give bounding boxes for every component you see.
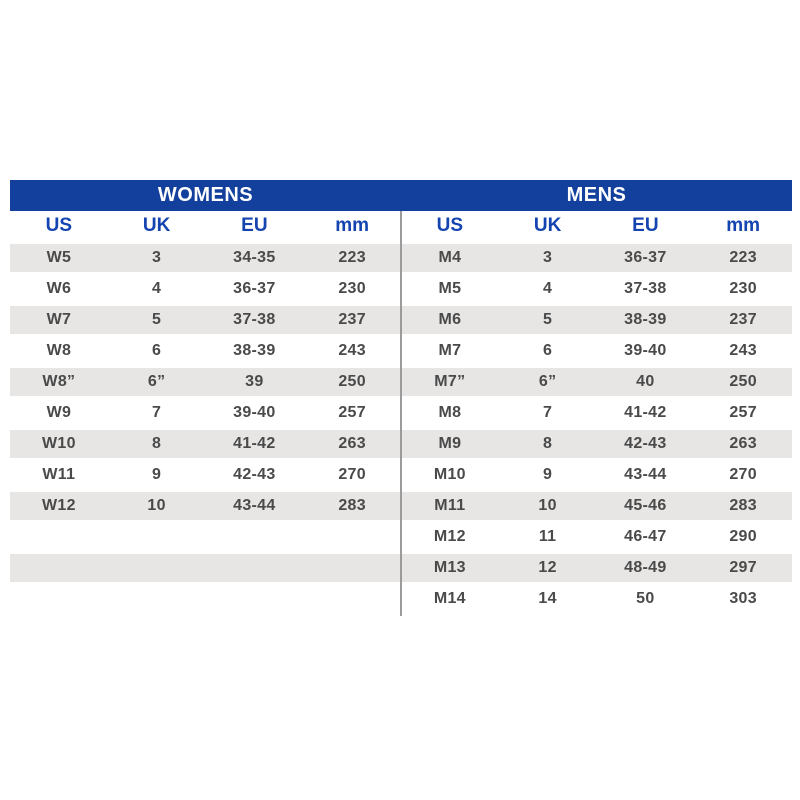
table-cell: 230 (338, 280, 366, 297)
table-cell: 6 (543, 342, 553, 359)
table-row (10, 492, 401, 520)
table-cell: 36-37 (233, 280, 276, 297)
table-cell: 42-43 (233, 466, 276, 483)
table-cell (108, 523, 206, 551)
table-cell: 6” (538, 373, 557, 390)
table-cell: 10 (538, 497, 557, 514)
table-cell: 12 (538, 559, 557, 576)
table-row (401, 244, 792, 272)
table-cell (303, 585, 401, 613)
table-cell: M6 (438, 311, 462, 328)
table-row (401, 492, 792, 520)
table-cell: 223 (729, 249, 757, 266)
table-cell (206, 523, 304, 551)
table-row (10, 244, 401, 272)
table-cell: 40 (636, 373, 655, 390)
mens-table (401, 211, 792, 616)
table-cell: 3 (543, 249, 553, 266)
table-cell: 8 (543, 435, 553, 452)
table-cell: M4 (438, 249, 462, 266)
table-row (401, 368, 792, 396)
table-cell (303, 523, 401, 551)
mens-column-header-eu: EU (632, 215, 659, 236)
table-cell: 4 (152, 280, 162, 297)
table-cell: 11 (538, 528, 557, 545)
table-cell (10, 523, 108, 551)
table-cell: 41-42 (233, 435, 276, 452)
mens-section-title: MENS (566, 184, 627, 206)
table-row (10, 399, 401, 427)
table-row (401, 306, 792, 334)
table-cell: 43-44 (233, 497, 276, 514)
womens-column-header-mm: mm (335, 215, 370, 236)
table-cell: 250 (338, 373, 366, 390)
table-row (10, 430, 401, 458)
table-row (10, 554, 401, 582)
table-cell: 42-43 (624, 435, 667, 452)
table-row (401, 337, 792, 365)
table-cell: 41-42 (624, 404, 667, 421)
table-row (401, 430, 792, 458)
table-row (10, 337, 401, 365)
table-cell: 243 (338, 342, 366, 359)
table-cell: W5 (46, 249, 72, 266)
table-cell: M13 (433, 559, 466, 576)
table-cell: 290 (729, 528, 757, 545)
table-cell: W6 (46, 280, 72, 297)
table-cell: M9 (438, 435, 462, 452)
table-cell: 39 (245, 373, 264, 390)
table-cell (108, 585, 206, 613)
table-cell (206, 585, 304, 613)
table-cell: 223 (338, 249, 366, 266)
table-cell: W8” (42, 373, 76, 390)
table-cell (108, 554, 206, 582)
table-cell: M14 (433, 590, 466, 607)
table-cell (10, 585, 108, 613)
table-cell: 270 (338, 466, 366, 483)
table-cell: 39-40 (624, 342, 667, 359)
womens-column-header-eu: EU (241, 215, 268, 236)
table-cell: 263 (729, 435, 757, 452)
table-cell: W11 (42, 466, 76, 483)
womens-section-title: WOMENS (157, 184, 254, 206)
table-cell: 257 (729, 404, 757, 421)
table-row (10, 585, 401, 613)
table-cell: 38-39 (624, 311, 667, 328)
table-cell: W10 (41, 435, 76, 452)
table-row (10, 461, 401, 489)
table-row (10, 275, 401, 303)
table-cell: 263 (338, 435, 366, 452)
table-cell: 37-38 (233, 311, 276, 328)
table-cell (10, 554, 108, 582)
table-cell: M5 (438, 280, 462, 297)
table-cell: 45-46 (624, 497, 667, 514)
table-cell: 43-44 (624, 466, 667, 483)
table-cell: M11 (434, 497, 466, 514)
table-cell: 36-37 (624, 249, 667, 266)
womens-rows (10, 244, 401, 616)
chart-title-band (10, 180, 792, 211)
table-cell: 250 (729, 373, 757, 390)
table-cell: M7 (438, 342, 462, 359)
table-divider (400, 211, 402, 616)
womens-table (10, 211, 401, 616)
mens-column-header-mm: mm (726, 215, 761, 236)
table-cell: 48-49 (624, 559, 667, 576)
chart-table-body (10, 211, 792, 616)
table-cell: 3 (152, 249, 162, 266)
table-cell: 7 (152, 404, 162, 421)
table-cell: 243 (729, 342, 757, 359)
table-cell: 14 (538, 590, 557, 607)
table-row (10, 306, 401, 334)
table-cell: 230 (729, 280, 757, 297)
table-cell: 7 (543, 404, 553, 421)
table-cell: W9 (46, 404, 72, 421)
table-row (401, 399, 792, 427)
table-cell: 237 (338, 311, 366, 328)
table-row (401, 585, 792, 613)
table-cell: 46-47 (624, 528, 667, 545)
table-cell: 9 (152, 466, 162, 483)
table-cell: 257 (338, 404, 366, 421)
table-cell: W12 (41, 497, 76, 514)
table-cell: 6” (147, 373, 166, 390)
mens-column-header-us: US (436, 215, 464, 236)
table-cell: 9 (543, 466, 553, 483)
mens-column-header-uk: UK (533, 215, 562, 236)
table-cell: W8 (46, 342, 72, 359)
table-cell: M7” (434, 373, 466, 390)
table-row (401, 275, 792, 303)
table-cell: 37-38 (624, 280, 667, 297)
table-cell: 237 (729, 311, 757, 328)
table-cell: 34-35 (233, 249, 276, 266)
table-row (401, 523, 792, 551)
table-cell: W7 (46, 311, 72, 328)
table-cell: M12 (433, 528, 466, 545)
table-row (10, 368, 401, 396)
table-cell: 4 (543, 280, 553, 297)
table-cell: 5 (152, 311, 162, 328)
table-cell: 38-39 (233, 342, 276, 359)
table-cell: 50 (636, 590, 655, 607)
table-row (401, 554, 792, 582)
table-cell: 39-40 (233, 404, 276, 421)
womens-column-header-uk: UK (142, 215, 171, 236)
mens-rows (401, 244, 792, 616)
table-cell: 283 (338, 497, 366, 514)
table-row (401, 461, 792, 489)
table-cell: 270 (729, 466, 757, 483)
table-cell: 10 (147, 497, 166, 514)
size-conversion-chart (10, 180, 792, 616)
table-cell: 303 (729, 590, 757, 607)
table-cell: 6 (152, 342, 162, 359)
table-cell (303, 554, 401, 582)
table-cell: M10 (433, 466, 466, 483)
table-row (10, 523, 401, 551)
table-cell: 283 (729, 497, 757, 514)
table-cell: M8 (438, 404, 462, 421)
table-cell (206, 554, 304, 582)
table-cell: 8 (152, 435, 162, 452)
womens-column-header-us: US (45, 215, 73, 236)
table-cell: 297 (729, 559, 757, 576)
mens-header-row (401, 211, 792, 241)
womens-header-row (10, 211, 401, 241)
table-cell: 5 (543, 311, 553, 328)
